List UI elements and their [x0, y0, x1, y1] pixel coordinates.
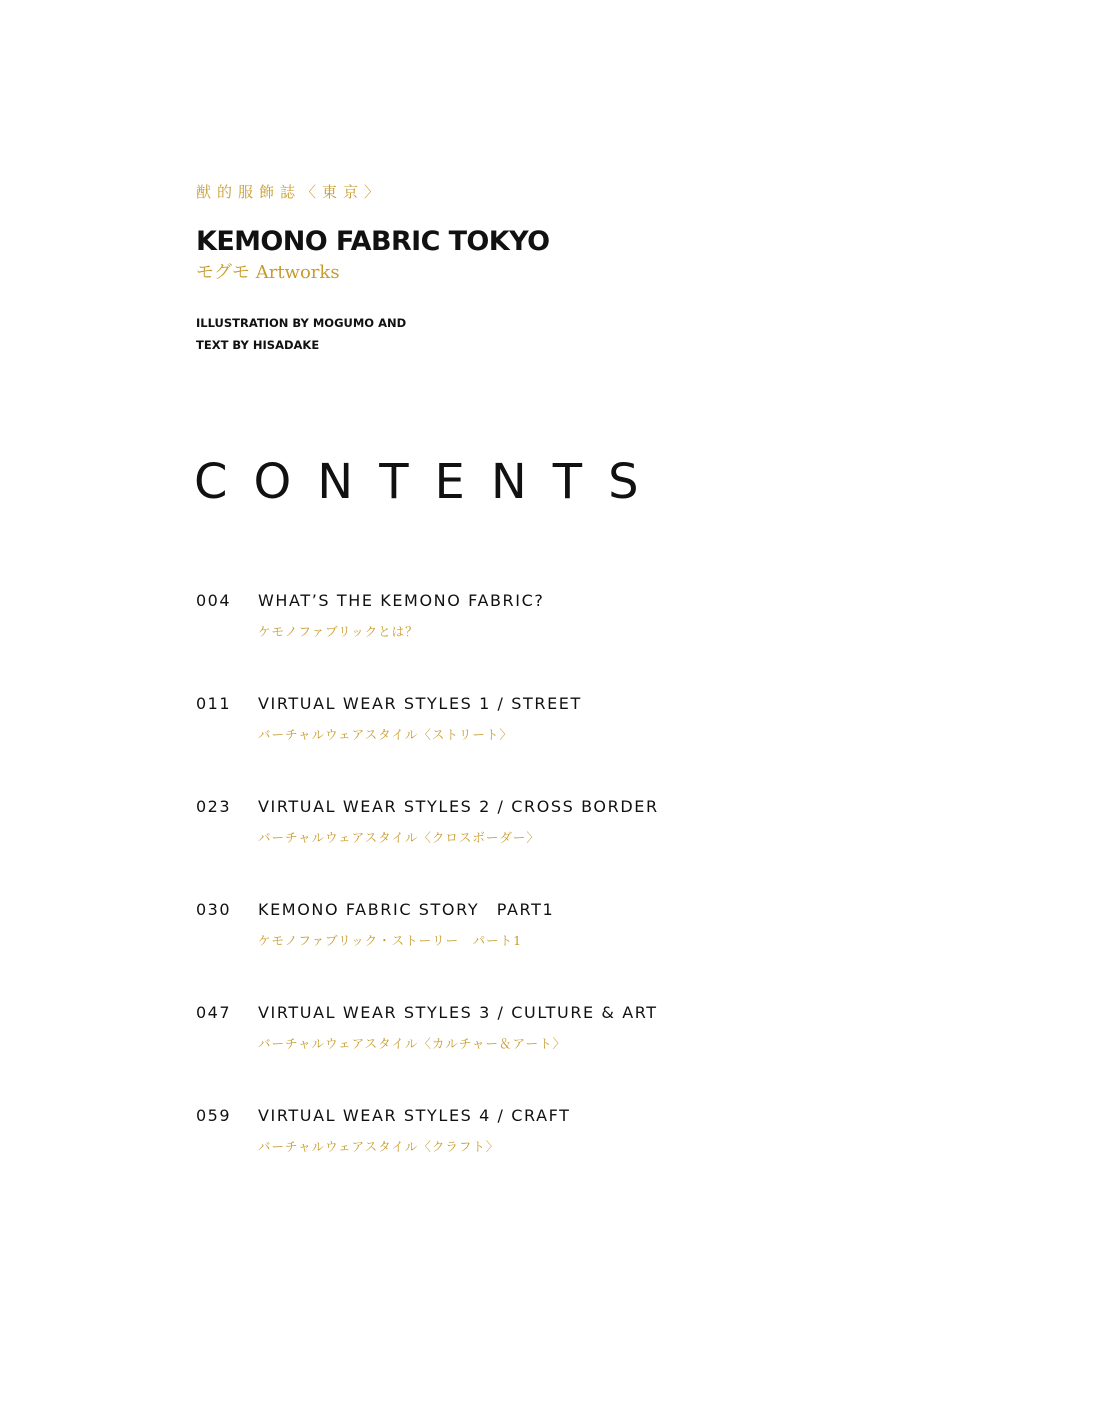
- toc-entry-title: WHAT’S THE KEMONO FABRIC?: [258, 591, 545, 610]
- toc-entry-title-jp: バーチャルウェアスタイル〈ストリート〉: [258, 727, 513, 742]
- toc-page-number: 059: [196, 1106, 232, 1125]
- toc-entry-title: VIRTUAL WEAR STYLES 1 / STREET: [258, 694, 582, 713]
- table-of-contents: [196, 588, 896, 1206]
- toc-entry-title-jp: ケモノファブリックとは？: [258, 624, 419, 639]
- credits-line-illustration: ILLUSTRATION BY MOGUMO AND: [196, 316, 407, 330]
- toc-entry-title-jp: バーチャルウェアスタイル〈カルチャー＆アート〉: [258, 1036, 567, 1051]
- toc-entry-title: VIRTUAL WEAR STYLES 2 / CROSS BORDER: [258, 797, 659, 816]
- book-header: [196, 180, 549, 356]
- toc-page-number: 047: [196, 1003, 232, 1022]
- credits-line-text: TEXT BY HISADAKE: [196, 338, 320, 352]
- toc-entry[interactable]: [196, 1000, 896, 1103]
- toc-page-number: 004: [196, 591, 232, 610]
- toc-entry[interactable]: [196, 794, 896, 897]
- toc-entry[interactable]: [196, 1103, 896, 1206]
- toc-entry[interactable]: [196, 691, 896, 794]
- toc-entry-title-jp: バーチャルウェアスタイル〈クロスボーダー〉: [258, 830, 540, 845]
- toc-page-number: 011: [196, 694, 232, 713]
- book-title: KEMONO FABRIC TOKYO: [196, 226, 550, 257]
- toc-page-number: 023: [196, 797, 232, 816]
- toc-entry[interactable]: [196, 588, 896, 691]
- toc-entry-title: KEMONO FABRIC STORY PART1: [258, 900, 555, 919]
- toc-entry-title-jp: バーチャルウェアスタイル〈クラフト〉: [258, 1139, 500, 1154]
- series-title-jp: 猷的服飾誌〈東京〉: [196, 183, 386, 201]
- contents-heading: CONTENTS: [194, 454, 665, 510]
- book-subtitle: モグモ Artworks: [196, 262, 340, 283]
- toc-entry[interactable]: [196, 897, 896, 1000]
- toc-entry-title: VIRTUAL WEAR STYLES 3 / CULTURE & ART: [258, 1003, 658, 1022]
- toc-entry-title: VIRTUAL WEAR STYLES 4 / CRAFT: [258, 1106, 571, 1125]
- credits: [196, 312, 549, 356]
- toc-entry-title-jp: ケモノファブリック・ストーリー パート1: [258, 933, 523, 948]
- toc-page-number: 030: [196, 900, 232, 919]
